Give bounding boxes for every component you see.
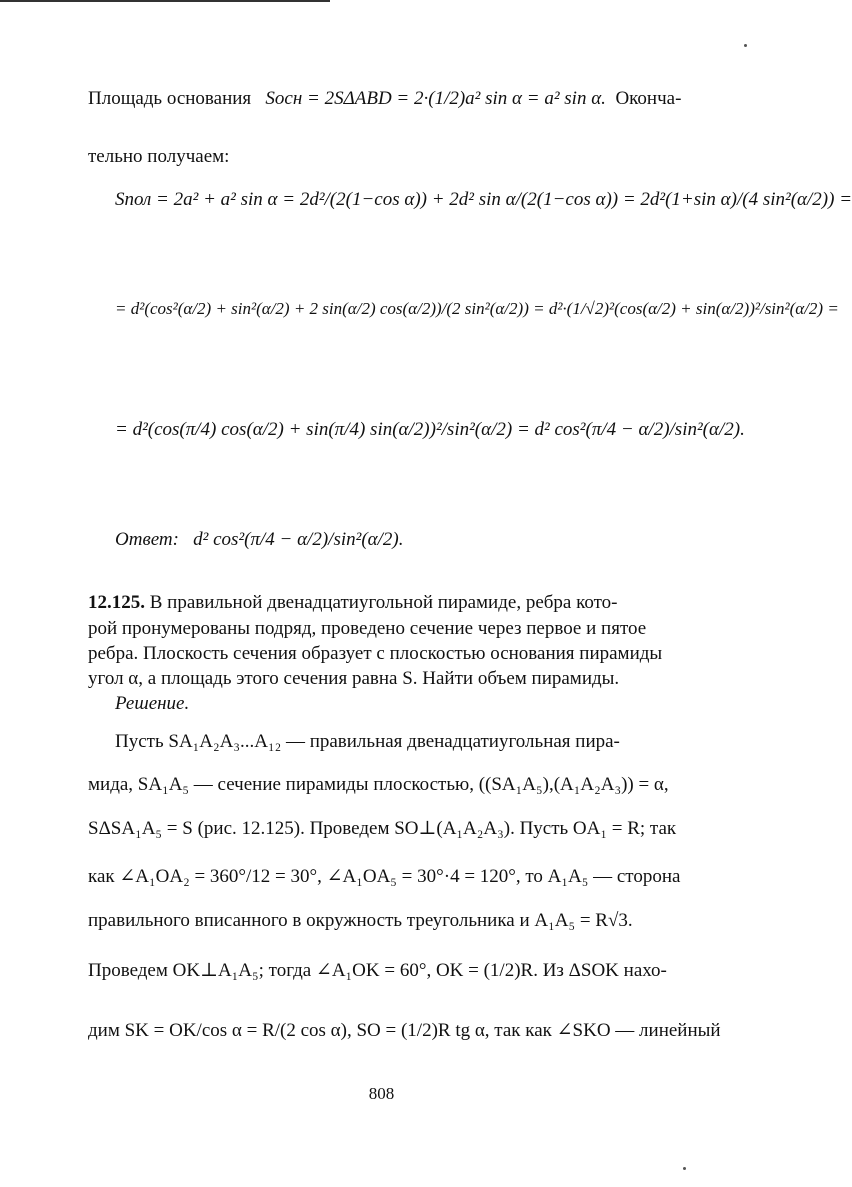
speck — [744, 44, 747, 47]
problem-line-4: угол α, а площадь этого сечения равна S. Найти объем пирамиды. — [88, 668, 620, 689]
answer-line — [115, 530, 403, 549]
problem-number: 12.125. — [88, 592, 145, 613]
solution-label: Решение. — [115, 693, 190, 714]
page-number: 808 — [368, 1084, 395, 1103]
solution-line-1: Пусть SA₁A₂A₃...A₁₂ — правильная двенадцатиугольная пира- — [115, 731, 620, 752]
speck — [683, 1167, 686, 1170]
answer-formula: d² cos²(π/4 − α/2)/sin²(α/2). — [193, 529, 404, 550]
solution-line-3: SΔSA₁A₅ = S (рис. 12.125). Проведем SO⊥(A₁A₂A₃). Пусть OA₁ = R; так — [88, 818, 677, 839]
equation-2: = d²(cos²(α/2) + sin²(α/2) + 2 sin(α/2) cos(α/2))/(2 sin²(α/2)) = d²·(1/√2)²(cos(α/2) + sin(α/2))²/sin²(α/2) = — [115, 299, 839, 318]
solution-line-7: дим SK = OK/cos α = R/(2 cos α), SO = (1/2)R tg α, так как ∠SKO — линейный — [88, 1020, 721, 1041]
area-line: Площадь основания Sосн = 2SΔABD = 2·(1/2)a² sin α = a² sin α. Оконча- — [88, 88, 682, 109]
equation-1: Sпол = 2a² + a² sin α = 2d²/(2(1−cos α)) + 2d² sin α/(2(1−cos α)) = 2d²(1+sin α)/(4 sin²(α/2)) = — [115, 189, 852, 210]
solution-line-2: мида, SA₁A₅ — сечение пирамиды плоскостью, ((SA₁A₅),(A₁A₂A₃)) = α, — [88, 774, 669, 795]
area-formula: Sосн = 2SΔABD = 2·(1/2)a² sin α = a² sin α. — [265, 88, 606, 109]
solution-line-4: как ∠A₁OA₂ = 360°/12 = 30°, ∠A₁OA₅ = 30°·4 = 120°, то A₁A₅ — сторона — [88, 866, 681, 887]
solution-line-5: правильного вписанного в окружность треугольника и A₁A₅ = R√3. — [88, 910, 633, 931]
equation-3: = d²(cos(π/4) cos(α/2) + sin(π/4) sin(α/2))²/sin²(α/2) = d² cos²(π/4 − α/2)/sin²(α/2). — [115, 419, 745, 440]
problem-line-3: ребра. Плоскость сечения образует с плоскостью основания пирамиды — [88, 643, 663, 664]
problem-line-2: рой пронумерованы подряд, проведено сечение через первое и пятое — [88, 618, 647, 639]
result-intro: тельно получаем: — [88, 146, 230, 167]
problem-line-1: 12.125. В правильной двенадцатиугольной пирамиде, ребра кото- — [88, 592, 618, 613]
solution-line-6: Проведем OK⊥A₁A₅; тогда ∠A₁OK = 60°, OK = (1/2)R. Из ΔSOK нахо- — [88, 960, 667, 981]
answer-label: Ответ: — [115, 529, 179, 550]
top-rule — [0, 0, 330, 2]
